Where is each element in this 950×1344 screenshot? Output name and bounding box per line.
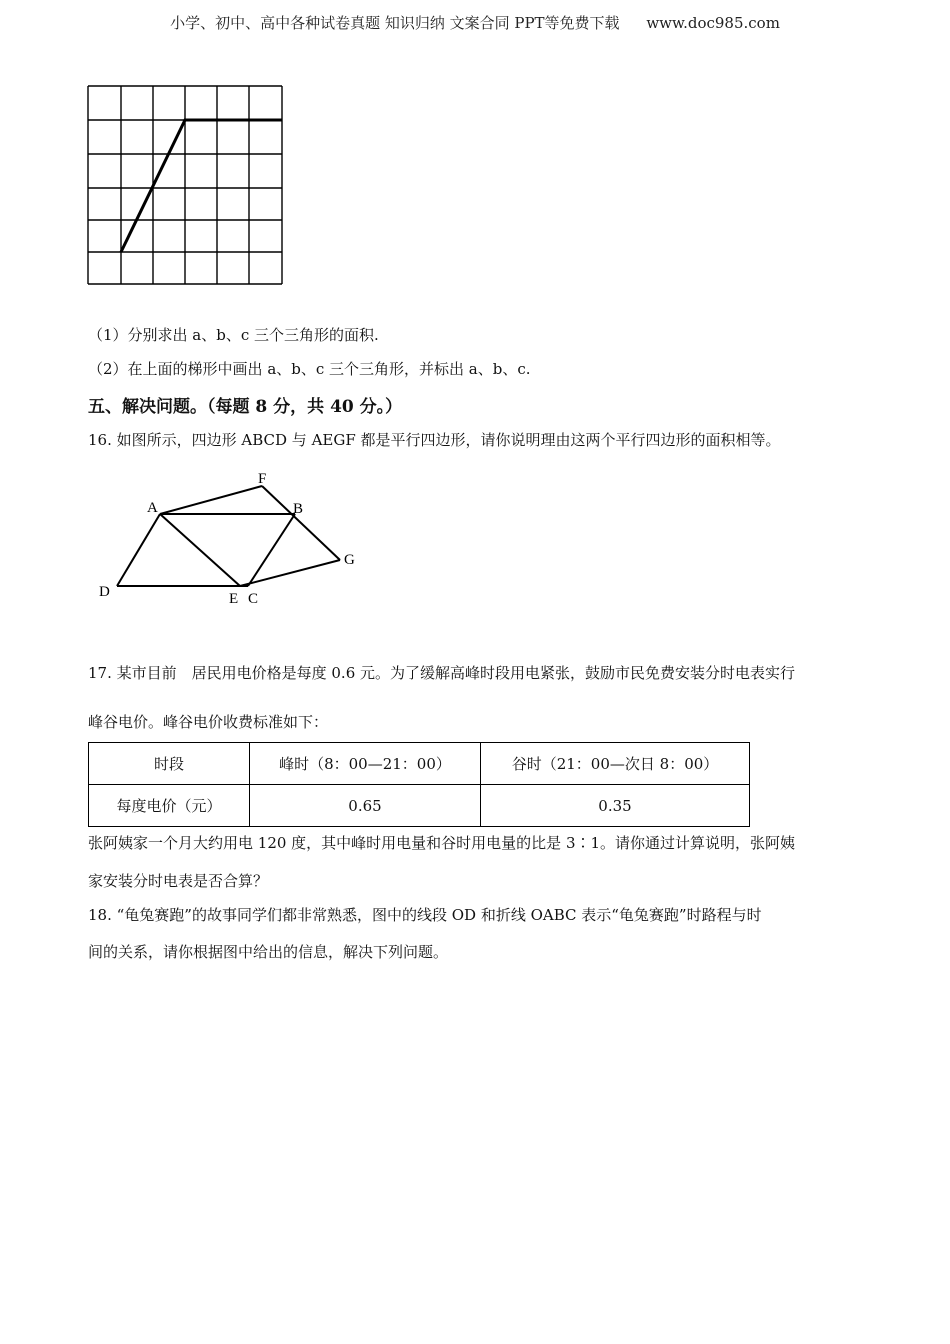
q16-text: 16. 如图所示，四边形 ABCD 与 AEGF 都是平行四边形，请你说明理由这两个平行四边形的面积相等。	[88, 431, 781, 449]
q17-line3: 张阿姨家一个月大约用电 120 度，其中峰时用电量和谷时用电量的比是 3∶1。请你通过计算说明，张阿姨	[88, 834, 796, 852]
table-cell: 谷时（21：00—次日 8：00）	[481, 743, 750, 785]
header-site: www.doc985.com	[646, 14, 780, 32]
table-header-row	[89, 743, 750, 785]
label-E: E	[229, 591, 239, 606]
section-five-title: 五、解决问题。（每题 8 分，共 40 分。）	[88, 397, 403, 417]
q18-line2: 间的关系，请你根据图中给出的信息，解决下列问题。	[88, 943, 449, 961]
header-text: 小学、初中、高中各种试卷真题 知识归纳 文案合同 PPT等免费下载	[170, 14, 620, 32]
q18-line1: 18. “龟兔赛跑”的故事同学们都非常熟悉，图中的线段 OD 和折线 OABC 表示“龟兔赛跑”时路程与时	[88, 906, 762, 924]
grid-lines	[88, 86, 282, 284]
parallelogram-figure	[95, 466, 370, 606]
q17-line2: 峰谷电价。峰谷电价收费标准如下：	[88, 713, 329, 731]
grid-trapezoid-figure	[86, 84, 286, 290]
price-table	[88, 742, 750, 827]
page-header	[0, 12, 950, 33]
label-G: G	[344, 552, 355, 568]
table-cell: 0.35	[481, 785, 750, 827]
table-cell: 0.65	[250, 785, 481, 827]
table-cell: 时段	[89, 743, 250, 785]
q17-line1: 17. 某市目前 居民用电价格是每度 0.6 元。为了缓解高峰时段用电紧张，鼓励市民免费安装分时电表实行	[88, 664, 796, 682]
table-row	[89, 785, 750, 827]
label-F: F	[258, 471, 267, 487]
label-B: B	[293, 501, 304, 517]
label-C: C	[248, 591, 259, 606]
label-D: D	[99, 584, 110, 600]
label-A: A	[147, 500, 158, 516]
trapezoid-outline	[121, 120, 282, 252]
q17-line4: 家安装分时电表是否合算？	[88, 872, 269, 890]
table-cell: 每度电价（元）	[89, 785, 250, 827]
table-cell: 峰时（8：00—21：00）	[250, 743, 481, 785]
q15-part1: （1）分别求出 a、b、c 三个三角形的面积.	[88, 326, 379, 344]
q15-part2: （2）在上面的梯形中画出 a、b、c 三个三角形，并标出 a、b、c.	[88, 360, 531, 378]
